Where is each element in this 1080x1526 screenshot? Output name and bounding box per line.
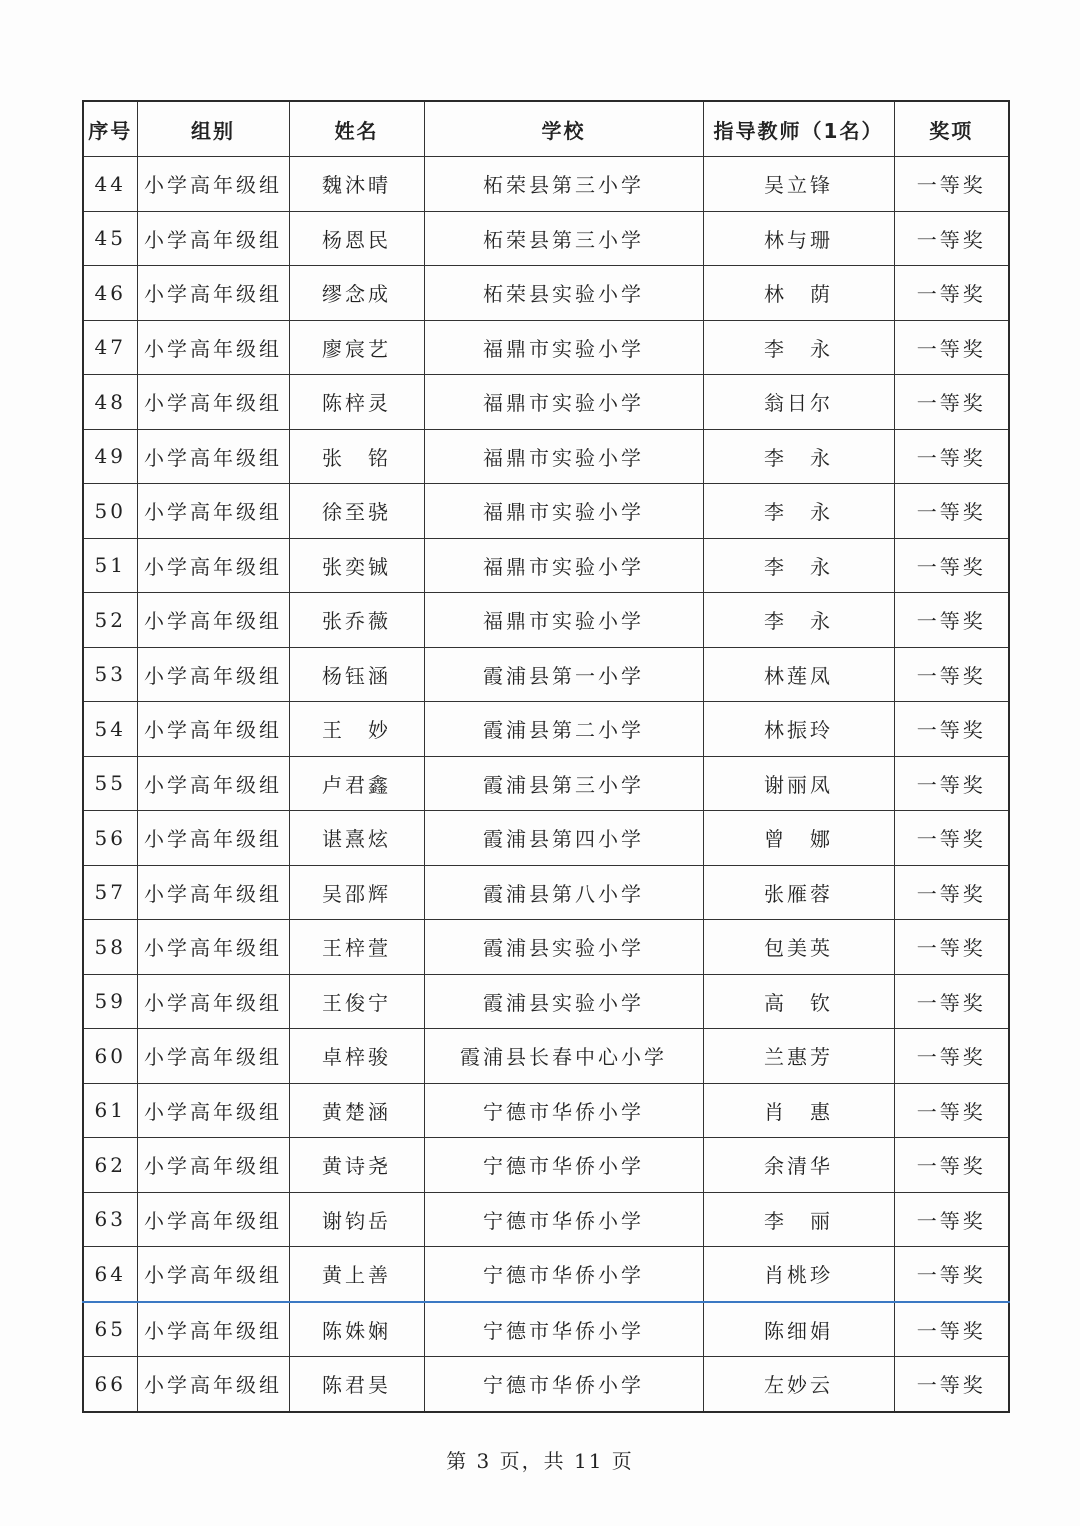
cell-award: 一等奖 <box>894 1302 1009 1357</box>
cell-teacher: 谢丽凤 <box>703 756 894 811</box>
table-header-row <box>83 101 1009 157</box>
cell-school: 福鼎市实验小学 <box>424 320 703 375</box>
cell-school: 福鼎市实验小学 <box>424 375 703 430</box>
cell-no: 49 <box>83 429 137 484</box>
cell-award: 一等奖 <box>894 484 1009 539</box>
table-row <box>83 1029 1009 1084</box>
cell-school: 福鼎市实验小学 <box>424 484 703 539</box>
cell-no: 59 <box>83 974 137 1029</box>
cell-school: 福鼎市实验小学 <box>424 429 703 484</box>
table-row <box>83 974 1009 1029</box>
cell-school: 宁德市华侨小学 <box>424 1247 703 1302</box>
cell-school: 霞浦县长春中心小学 <box>424 1029 703 1084</box>
cell-award: 一等奖 <box>894 865 1009 920</box>
cell-teacher: 翁日尔 <box>703 375 894 430</box>
cell-name: 王 妙 <box>289 702 424 757</box>
table-row <box>83 1083 1009 1138</box>
cell-name: 廖宸艺 <box>289 320 424 375</box>
cell-group: 小学高年级组 <box>137 1029 289 1084</box>
cell-no: 50 <box>83 484 137 539</box>
cell-school: 霞浦县第二小学 <box>424 702 703 757</box>
cell-teacher: 李 永 <box>703 593 894 648</box>
cell-school: 柘荣县实验小学 <box>424 266 703 321</box>
cell-award: 一等奖 <box>894 375 1009 430</box>
table-row <box>83 865 1009 920</box>
cell-teacher: 吴立锋 <box>703 157 894 212</box>
cell-group: 小学高年级组 <box>137 266 289 321</box>
cell-school: 霞浦县实验小学 <box>424 920 703 975</box>
cell-school: 宁德市华侨小学 <box>424 1302 703 1357</box>
cell-award: 一等奖 <box>894 593 1009 648</box>
cell-award: 一等奖 <box>894 647 1009 702</box>
cell-no: 62 <box>83 1138 137 1193</box>
cell-award: 一等奖 <box>894 756 1009 811</box>
header-group: 组别 <box>137 101 289 157</box>
cell-school: 柘荣县第三小学 <box>424 211 703 266</box>
cell-teacher: 林与珊 <box>703 211 894 266</box>
cell-name: 陈君昊 <box>289 1357 424 1412</box>
cell-group: 小学高年级组 <box>137 1247 289 1302</box>
cell-group: 小学高年级组 <box>137 647 289 702</box>
cell-no: 61 <box>83 1083 137 1138</box>
cell-no: 48 <box>83 375 137 430</box>
cell-group: 小学高年级组 <box>137 211 289 266</box>
header-school: 学校 <box>424 101 703 157</box>
table-row <box>83 1192 1009 1247</box>
cell-group: 小学高年级组 <box>137 1083 289 1138</box>
cell-group: 小学高年级组 <box>137 375 289 430</box>
cell-group: 小学高年级组 <box>137 1302 289 1357</box>
table-row <box>83 320 1009 375</box>
table-row <box>83 211 1009 266</box>
cell-teacher: 李 永 <box>703 429 894 484</box>
header-award: 奖项 <box>894 101 1009 157</box>
cell-no: 64 <box>83 1247 137 1302</box>
cell-award: 一等奖 <box>894 811 1009 866</box>
header-teacher: 指导教师（1名） <box>703 101 894 157</box>
cell-award: 一等奖 <box>894 429 1009 484</box>
cell-name: 陈梓灵 <box>289 375 424 430</box>
cell-name: 黄诗尧 <box>289 1138 424 1193</box>
cell-no: 58 <box>83 920 137 975</box>
cell-name: 杨恩民 <box>289 211 424 266</box>
cell-group: 小学高年级组 <box>137 593 289 648</box>
cell-group: 小学高年级组 <box>137 811 289 866</box>
cell-teacher: 李 永 <box>703 538 894 593</box>
table-row <box>83 702 1009 757</box>
cell-no: 44 <box>83 157 137 212</box>
cell-no: 45 <box>83 211 137 266</box>
cell-school: 霞浦县第一小学 <box>424 647 703 702</box>
cell-award: 一等奖 <box>894 320 1009 375</box>
cell-name: 张奕铖 <box>289 538 424 593</box>
cell-award: 一等奖 <box>894 538 1009 593</box>
cell-name: 谢钧岳 <box>289 1192 424 1247</box>
cell-teacher: 肖 惠 <box>703 1083 894 1138</box>
table-row <box>83 811 1009 866</box>
cell-school: 霞浦县实验小学 <box>424 974 703 1029</box>
cell-name: 卢君鑫 <box>289 756 424 811</box>
cell-group: 小学高年级组 <box>137 1192 289 1247</box>
cell-teacher: 高 钦 <box>703 974 894 1029</box>
award-table <box>82 100 1010 1413</box>
cell-teacher: 李 永 <box>703 320 894 375</box>
cell-school: 霞浦县第三小学 <box>424 756 703 811</box>
page-number-footer: 第 3 页，共 11 页 <box>446 1449 634 1473</box>
table-row <box>83 593 1009 648</box>
cell-no: 60 <box>83 1029 137 1084</box>
cell-school: 霞浦县第八小学 <box>424 865 703 920</box>
table-row <box>83 647 1009 702</box>
cell-no: 52 <box>83 593 137 648</box>
cell-school: 宁德市华侨小学 <box>424 1138 703 1193</box>
cell-name: 缪念成 <box>289 266 424 321</box>
cell-no: 53 <box>83 647 137 702</box>
table-row <box>83 1247 1009 1302</box>
table-row <box>83 756 1009 811</box>
table-row <box>83 266 1009 321</box>
cell-school: 霞浦县第四小学 <box>424 811 703 866</box>
table-row <box>83 1357 1009 1412</box>
cell-award: 一等奖 <box>894 1357 1009 1412</box>
cell-name: 吴邵辉 <box>289 865 424 920</box>
cell-name: 黄上善 <box>289 1247 424 1302</box>
table-row <box>83 375 1009 430</box>
cell-award: 一等奖 <box>894 974 1009 1029</box>
cell-teacher: 李 永 <box>703 484 894 539</box>
cell-name: 张乔薇 <box>289 593 424 648</box>
cell-award: 一等奖 <box>894 1029 1009 1084</box>
cell-teacher: 林莲凤 <box>703 647 894 702</box>
table-row <box>83 1302 1009 1357</box>
cell-school: 柘荣县第三小学 <box>424 157 703 212</box>
cell-group: 小学高年级组 <box>137 702 289 757</box>
cell-group: 小学高年级组 <box>137 429 289 484</box>
table-body <box>83 157 1009 1412</box>
cell-award: 一等奖 <box>894 211 1009 266</box>
table-row <box>83 1138 1009 1193</box>
cell-award: 一等奖 <box>894 157 1009 212</box>
cell-award: 一等奖 <box>894 1083 1009 1138</box>
cell-name: 王梓萱 <box>289 920 424 975</box>
cell-award: 一等奖 <box>894 1192 1009 1247</box>
cell-teacher: 林 荫 <box>703 266 894 321</box>
table-row <box>83 429 1009 484</box>
cell-teacher: 陈细娟 <box>703 1302 894 1357</box>
cell-group: 小学高年级组 <box>137 920 289 975</box>
cell-no: 55 <box>83 756 137 811</box>
cell-name: 王俊宁 <box>289 974 424 1029</box>
cell-school: 福鼎市实验小学 <box>424 538 703 593</box>
cell-no: 51 <box>83 538 137 593</box>
cell-teacher: 林振玲 <box>703 702 894 757</box>
cell-school: 宁德市华侨小学 <box>424 1083 703 1138</box>
cell-group: 小学高年级组 <box>137 1357 289 1412</box>
cell-award: 一等奖 <box>894 1247 1009 1302</box>
cell-teacher: 余清华 <box>703 1138 894 1193</box>
cell-group: 小学高年级组 <box>137 484 289 539</box>
table-row <box>83 920 1009 975</box>
cell-teacher: 李 丽 <box>703 1192 894 1247</box>
cell-award: 一等奖 <box>894 920 1009 975</box>
header-no: 序号 <box>83 101 137 157</box>
cell-name: 谌熹炫 <box>289 811 424 866</box>
cell-teacher: 包美英 <box>703 920 894 975</box>
cell-name: 魏沐晴 <box>289 157 424 212</box>
cell-group: 小学高年级组 <box>137 756 289 811</box>
table-row <box>83 484 1009 539</box>
cell-teacher: 肖桃珍 <box>703 1247 894 1302</box>
cell-award: 一等奖 <box>894 1138 1009 1193</box>
cell-teacher: 左妙云 <box>703 1357 894 1412</box>
cell-name: 黄楚涵 <box>289 1083 424 1138</box>
cell-group: 小学高年级组 <box>137 1138 289 1193</box>
cell-name: 陈姝娴 <box>289 1302 424 1357</box>
cell-school: 宁德市华侨小学 <box>424 1192 703 1247</box>
cell-no: 65 <box>83 1302 137 1357</box>
cell-no: 47 <box>83 320 137 375</box>
cell-group: 小学高年级组 <box>137 538 289 593</box>
cell-no: 63 <box>83 1192 137 1247</box>
cell-school: 福鼎市实验小学 <box>424 593 703 648</box>
cell-teacher: 兰惠芳 <box>703 1029 894 1084</box>
cell-name: 卓梓骏 <box>289 1029 424 1084</box>
cell-name: 杨钰涵 <box>289 647 424 702</box>
table-row <box>83 538 1009 593</box>
cell-no: 57 <box>83 865 137 920</box>
header-name: 姓名 <box>289 101 424 157</box>
cell-group: 小学高年级组 <box>137 320 289 375</box>
cell-group: 小学高年级组 <box>137 157 289 212</box>
cell-teacher: 曾 娜 <box>703 811 894 866</box>
cell-name: 徐至骁 <box>289 484 424 539</box>
cell-no: 54 <box>83 702 137 757</box>
cell-group: 小学高年级组 <box>137 974 289 1029</box>
cell-teacher: 张雁蓉 <box>703 865 894 920</box>
cell-name: 张 铭 <box>289 429 424 484</box>
cell-no: 66 <box>83 1357 137 1412</box>
cell-no: 56 <box>83 811 137 866</box>
cell-award: 一等奖 <box>894 702 1009 757</box>
cell-group: 小学高年级组 <box>137 865 289 920</box>
cell-award: 一等奖 <box>894 266 1009 321</box>
table-row <box>83 157 1009 212</box>
cell-school: 宁德市华侨小学 <box>424 1357 703 1412</box>
cell-no: 46 <box>83 266 137 321</box>
